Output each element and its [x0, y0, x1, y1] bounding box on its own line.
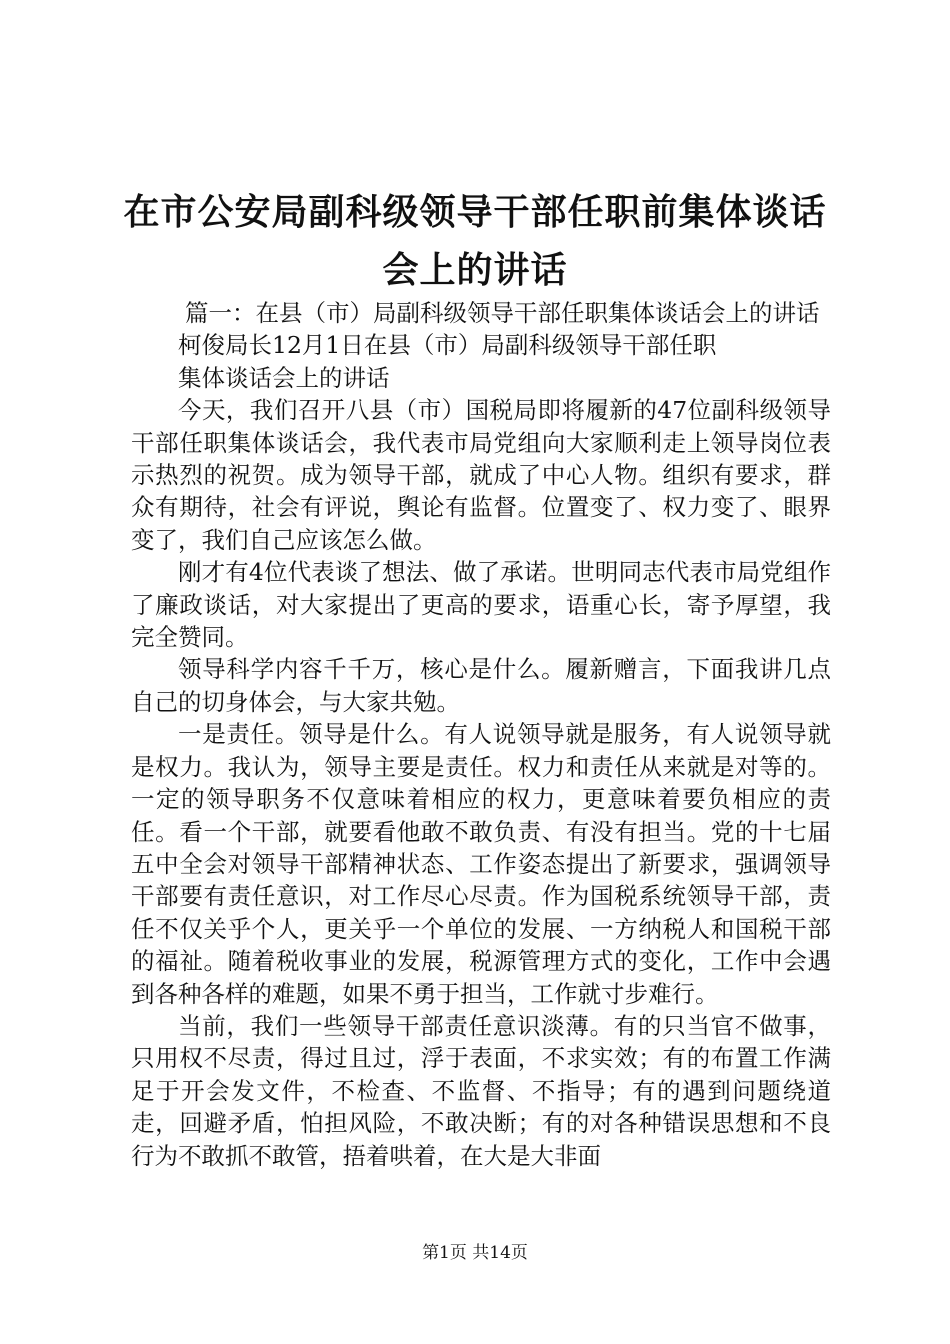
page-number-footer: 第1页 共14页 [422, 1243, 528, 1263]
document-title: 在市公安局副科级领导干部任职前集体谈话会上的讲话 [123, 192, 827, 291]
paragraph-heading: 篇一：在县（市）局副科级领导干部任职集体谈话会上的讲话 [185, 299, 820, 327]
paragraph-current-issues: 当前，我们一些领导干部责任意识淡薄。有的只当官不做事，只用权不尽责，得过且过，浮于表面，不求实效；有的布置工作满足于开会发文件，不检查、不监督、不指导；有的遇到问题绕道走，回避矛盾，怕担风险，不敢决断；有的对各种错误思想和不良行为不敢抓不敢管，捂着哄着，在大是大非面 [131, 1011, 831, 1170]
paragraph-opening: 今天，我们召开八县（市）国税局即将履新的47位副科级领导干部任职集体谈话会，我代表市局党组向大家顺利走上领导岗位表示热烈的祝贺。成为领导干部，就成了中心人物。组织有要求，群众有期待，社会有评说，舆论有监督。位置变了、权力变了、眼界变了，我们自己应该怎么做。 [131, 396, 831, 554]
document-body [131, 297, 831, 1172]
paragraph-leadership-science: 领导科学内容千千万，核心是什么。履新赠言，下面我讲几点自己的切身体会，与大家共勉。 [131, 655, 831, 716]
paragraph-responsibility: 一是责任。领导是什么。有人说领导就是服务，有人说领导就是权力。我认为，领导主要是责任。权力和责任从来就是对等的。一定的领导职务不仅意味着相应的权力，更意味着要负相应的责任。看一个干部，就要看他敢不敢负责、有没有担当。党的十七届五中全会对领导干部精神状态、工作姿态提出了新要求，强调领导干部要有责任意识，对工作尽心尽责。作为国税系统领导干部，责任不仅关乎个人，更关乎一个单位的发展、一方纳税人和国税干部的福祉。随着税收事业的发展，税源管理方式的变化，工作中会遇到各种各样的难题，如果不勇于担当，工作就寸步难行。 [131, 720, 831, 1008]
paragraph-representatives: 刚才有4位代表谈了想法、做了承诺。世明同志代表市局党组作了廉政谈话，对大家提出了更高的要求，语重心长，寄予厚望，我完全赞同。 [131, 558, 831, 652]
paragraph-subtitle-line: 集体谈话会上的讲话 [178, 363, 390, 392]
paragraph-speaker-line: 柯俊局长12月1日在县（市）局副科级领导干部任职 [178, 331, 717, 360]
